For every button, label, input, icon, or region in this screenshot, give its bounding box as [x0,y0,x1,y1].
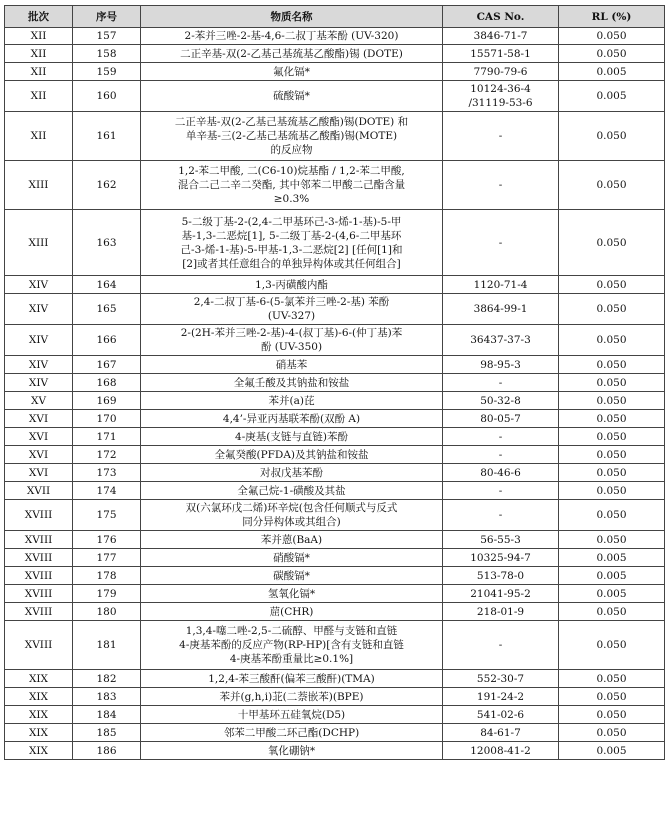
cell-cas-line: 80-46-6 [480,466,521,479]
cell-name-line: 硝基苯 [275,358,308,371]
cell-name [141,356,443,374]
cell-cas [443,446,559,464]
cell-name [141,410,443,428]
cell-cas [443,567,559,585]
cell-group: XIII [5,161,73,210]
table-row [5,28,665,45]
cell-rl: 0.050 [559,500,665,531]
cell-cas-line: 84-61-7 [480,726,521,739]
cell-name [141,464,443,482]
table-row [5,531,665,549]
cell-group: XIX [5,742,73,760]
cell-name [141,210,443,276]
table-row [5,603,665,621]
cell-cas-line: 12008-41-2 [470,744,531,757]
cell-group: XIV [5,276,73,294]
cell-cas-line: 513-78-0 [476,569,525,582]
cell-group: XVI [5,446,73,464]
table-row [5,81,665,112]
cell-group: XII [5,63,73,81]
table-row [5,294,665,325]
cell-cas-line: - [498,509,503,521]
cell-cas-line: - [498,448,503,461]
cell-cas-line: 7790-79-6 [473,65,528,78]
cell-name [141,482,443,500]
cell-seq: 169 [73,392,141,410]
cell-group: XVIII [5,531,73,549]
table-row [5,482,665,500]
table-row [5,356,665,374]
cell-group: XVIII [5,567,73,585]
cell-seq: 183 [73,688,141,706]
cell-name [141,549,443,567]
header-rl: RL (%) [559,6,665,28]
cell-seq: 159 [73,63,141,81]
cell-group: XVIII [5,585,73,603]
cell-rl: 0.050 [559,688,665,706]
table-row [5,63,665,81]
cell-rl: 0.050 [559,325,665,356]
cell-name-line: 的反应物 [270,144,313,156]
cell-name-line: 氢氧化镉* [267,587,316,600]
cell-seq: 166 [73,325,141,356]
cell-cas [443,531,559,549]
cell-name-line: 己-3-烯-1-基)-5-甲基-1,3-二恶烷[2] [任何[1]和 [180,243,403,256]
cell-seq: 179 [73,585,141,603]
cell-name [141,112,443,161]
cell-group: XIX [5,670,73,688]
header-group: 批次 [5,6,73,28]
cell-name-line: [2]或者其任意组合的单独异构体或其任何组合] [182,257,401,270]
cell-seq: 172 [73,446,141,464]
cell-rl: 0.005 [559,742,665,760]
cell-seq: 173 [73,464,141,482]
cell-cas [443,724,559,742]
cell-seq: 157 [73,28,141,45]
cell-name-line: 4-庚基苯酚的反应产物(RP-HP)[含有支链和直链 [179,639,404,651]
cell-name [141,446,443,464]
cell-group: XIV [5,325,73,356]
cell-rl: 0.050 [559,621,665,670]
cell-cas-line: - [498,430,503,443]
cell-rl: 0.050 [559,670,665,688]
cell-cas [443,585,559,603]
cell-cas-line: - [498,130,503,142]
cell-name [141,531,443,549]
cell-name-line: 苯并(a)芘 [268,394,315,407]
cell-name-line: ≥0.3% [273,193,310,205]
cell-name [141,428,443,446]
table-row [5,585,665,603]
cell-cas-line: 50-32-8 [480,394,521,407]
cell-name [141,161,443,210]
cell-cas-line: 1120-71-4 [473,278,528,291]
cell-rl: 0.050 [559,706,665,724]
cell-cas-line: 3864-99-1 [473,303,528,315]
cell-name [141,500,443,531]
cell-cas [443,549,559,567]
cell-name [141,294,443,325]
cell-name [141,603,443,621]
cell-cas [443,428,559,446]
cell-seq: 161 [73,112,141,161]
cell-name [141,276,443,294]
cell-cas [443,374,559,392]
cell-name-line: 碳酸镉* [273,569,310,582]
cell-cas-line: 36437-37-3 [470,334,531,346]
cell-name-line: 1,2-苯二甲酸, 二(C6-10)烷基酯 / 1,2-苯二甲酸, [178,165,405,177]
cell-seq: 158 [73,45,141,63]
cell-cas-line: 3846-71-7 [473,30,528,42]
cell-name [141,567,443,585]
cell-cas [443,294,559,325]
cell-cas [443,325,559,356]
cell-cas [443,410,559,428]
cell-group: XVII [5,482,73,500]
cell-seq: 185 [73,724,141,742]
cell-seq: 175 [73,500,141,531]
cell-name [141,688,443,706]
cell-seq: 174 [73,482,141,500]
cell-name-line: 苯并蒽(BaA) [260,533,323,546]
table-row [5,742,665,760]
cell-name [141,45,443,63]
cell-rl: 0.050 [559,294,665,325]
cell-cas-line: 191-24-2 [476,690,525,703]
cell-rl: 0.005 [559,585,665,603]
cell-rl: 0.005 [559,63,665,81]
cell-rl: 0.050 [559,410,665,428]
cell-cas-line: 10325-94-7 [470,551,531,564]
cell-cas [443,670,559,688]
header-cas: CAS No. [443,6,559,28]
cell-name [141,724,443,742]
cell-cas [443,482,559,500]
cell-cas [443,603,559,621]
cell-rl: 0.050 [559,45,665,63]
cell-name-line: 对叔戊基苯酚 [260,466,323,479]
cell-name-line: 1,3,4-噻二唑-2,5-二硫醇、甲醛与支链和直链 [185,625,398,637]
cell-cas-line: - [498,376,503,389]
cell-name-line: 䓛(CHR) [269,605,314,618]
cell-name [141,28,443,45]
cell-seq: 181 [73,621,141,670]
cell-name [141,585,443,603]
cell-name-line: 1,3-丙磺酸内酯 [255,278,328,291]
cell-cas-line: /31119-53-6 [468,97,533,109]
cell-seq: 184 [73,706,141,724]
table-row [5,45,665,63]
cell-rl: 0.050 [559,464,665,482]
cell-rl: 0.050 [559,276,665,294]
table-row [5,428,665,446]
cell-name-line: 氧化硼钠* [267,744,316,757]
cell-cas [443,161,559,210]
cell-name-line: 2,4-二叔丁基-6-(5-氯苯并三唑-2-基) 苯酚 [193,296,390,308]
cell-name [141,63,443,81]
cell-name-line: 4,4’-异亚丙基联苯酚(双酚 A) [222,412,361,425]
table-header-row [5,6,665,28]
cell-rl: 0.005 [559,549,665,567]
cell-name-line: 4-庚基(支链与直链)苯酚 [235,430,348,443]
cell-rl: 0.050 [559,392,665,410]
table-row [5,210,665,276]
cell-rl: 0.050 [559,724,665,742]
cell-rl: 0.050 [559,112,665,161]
cell-cas [443,28,559,45]
cell-cas [443,500,559,531]
cell-name-line: 1,2,4-苯三酸酐(偏苯三酸酐)(TMA) [208,672,375,685]
cell-seq: 160 [73,81,141,112]
cell-cas-line: 552-30-7 [476,672,525,685]
cell-name-line: 硫酸镉* [273,90,310,102]
table-row [5,374,665,392]
cell-group: XIII [5,210,73,276]
table-row [5,621,665,670]
cell-seq: 177 [73,549,141,567]
cell-name-line: 2-苯并三唑-2-基-4,6-二叔丁基苯酚 (UV-320) [184,30,399,42]
cell-group: XII [5,45,73,63]
cell-cas [443,276,559,294]
cell-seq: 180 [73,603,141,621]
cell-name [141,742,443,760]
cell-cas [443,45,559,63]
cell-group: XVIII [5,621,73,670]
table-body [5,28,665,760]
header-name: 物质名称 [141,6,443,28]
cell-group: XIX [5,688,73,706]
table-row [5,446,665,464]
cell-cas-line: 15571-58-1 [470,47,531,60]
cell-seq: 176 [73,531,141,549]
cell-name-line: 苯并(g,h,i)苝(二萘嵌苯)(BPE) [219,690,364,703]
table-row [5,392,665,410]
cell-name-line: 二正辛基-双(2-乙基己基巯基乙酸酯)锡 (DOTE) [180,47,403,60]
cell-group: XVIII [5,603,73,621]
cell-cas-line: 56-55-3 [480,533,521,546]
cell-name-line: 酚 (UV-350) [260,341,323,353]
cell-name-line: 单辛基-三(2-乙基己基巯基乙酸酯)锡(MOTE) [185,130,398,142]
cell-name-line: 5-二级丁基-2-(2,4-二甲基环己-3-烯-1-基)-5-甲 [181,215,402,228]
cell-name-line: (UV-327) [267,310,316,322]
cell-cas [443,112,559,161]
cell-cas [443,356,559,374]
cell-seq: 171 [73,428,141,446]
table-row [5,724,665,742]
cell-cas-line: - [498,179,503,191]
cell-seq: 168 [73,374,141,392]
table-row [5,464,665,482]
cell-cas-line: 541-02-6 [476,708,525,721]
table-row [5,670,665,688]
cell-group: XII [5,28,73,45]
cell-rl: 0.050 [559,161,665,210]
cell-name-line: 基-1,3-二恶烷[1], 5-二级丁基-2-(4,6-二甲基环 [181,229,402,242]
cell-name-line: 双(六氯环戊二烯)环辛烷(包含任何顺式与反式 [185,502,398,514]
cell-cas [443,621,559,670]
table-row [5,500,665,531]
cell-cas-line: 98-95-3 [480,358,521,371]
cell-name-line: 十甲基环五硅氧烷(D5) [237,708,346,721]
cell-name [141,621,443,670]
cell-rl: 0.050 [559,428,665,446]
cell-cas [443,688,559,706]
cell-group: XVI [5,410,73,428]
cell-seq: 164 [73,276,141,294]
cell-seq: 170 [73,410,141,428]
cell-group: XVI [5,464,73,482]
cell-group: XIV [5,374,73,392]
cell-cas-line: 218-01-9 [476,605,525,618]
cell-cas-line: - [498,639,503,651]
cell-name [141,81,443,112]
cell-name-line: 二正辛基-双(2-乙基己基巯基乙酸酯)锡(DOTE) 和 [174,116,409,128]
cell-group: XV [5,392,73,410]
cell-rl: 0.050 [559,210,665,276]
table-row [5,688,665,706]
cell-cas-line: 80-05-7 [480,412,521,425]
cell-name-line: 全氟己烷-1-磺酸及其盐 [237,484,346,497]
cell-cas [443,392,559,410]
cell-rl: 0.050 [559,531,665,549]
cell-seq: 163 [73,210,141,276]
header-seq: 序号 [73,6,141,28]
cell-seq: 165 [73,294,141,325]
cell-cas [443,81,559,112]
cell-rl: 0.050 [559,446,665,464]
cell-name-line: 全氟癸酸(PFDA)及其钠盐和铵盐 [214,448,369,461]
substance-table [4,5,665,760]
cell-group: XII [5,112,73,161]
cell-cas [443,464,559,482]
cell-cas [443,63,559,81]
cell-seq: 167 [73,356,141,374]
cell-group: XII [5,81,73,112]
cell-seq: 162 [73,161,141,210]
cell-rl: 0.005 [559,567,665,585]
cell-rl: 0.050 [559,28,665,45]
table-row [5,410,665,428]
table-row [5,325,665,356]
table-row [5,567,665,585]
cell-name-line: 硝酸镉* [273,551,310,564]
cell-cas [443,706,559,724]
table-row [5,706,665,724]
cell-group: XVIII [5,500,73,531]
cell-seq: 182 [73,670,141,688]
cell-cas-line: - [498,484,503,497]
table-row [5,276,665,294]
cell-rl: 0.050 [559,356,665,374]
cell-group: XIX [5,724,73,742]
table-row [5,112,665,161]
cell-rl: 0.005 [559,81,665,112]
cell-name [141,374,443,392]
cell-name-line: 同分异构体或其组合) [242,516,341,528]
cell-seq: 186 [73,742,141,760]
cell-rl: 0.050 [559,374,665,392]
cell-rl: 0.050 [559,603,665,621]
cell-name-line: 2-(2H-苯并三唑-2-基)-4-(叔丁基)-6-(仲丁基)苯 [180,327,403,339]
cell-group: XIV [5,294,73,325]
cell-group: XIV [5,356,73,374]
cell-group: XIX [5,706,73,724]
table-row [5,549,665,567]
cell-name-line: 混合二己二辛二癸酯, 其中邻苯二甲酸二己酯含量 [177,179,406,191]
cell-cas [443,742,559,760]
cell-name [141,670,443,688]
cell-name-line: 4-庚基苯酚重量比≥0.1%] [229,653,354,665]
cell-cas-line: 21041-95-2 [470,587,531,600]
cell-group: XVIII [5,549,73,567]
cell-name-line: 氟化镉* [273,65,310,78]
cell-name [141,392,443,410]
cell-group: XVI [5,428,73,446]
cell-cas-line: - [498,236,503,249]
cell-seq: 178 [73,567,141,585]
cell-name [141,325,443,356]
cell-rl: 0.050 [559,482,665,500]
cell-name-line: 邻苯二甲酸二环己酯(DCHP) [223,726,360,739]
cell-cas-line: 10124-36-4 [470,83,531,95]
table-row [5,161,665,210]
cell-cas [443,210,559,276]
cell-name [141,706,443,724]
cell-name-line: 全氟壬酸及其钠盐和铵盐 [233,376,350,389]
